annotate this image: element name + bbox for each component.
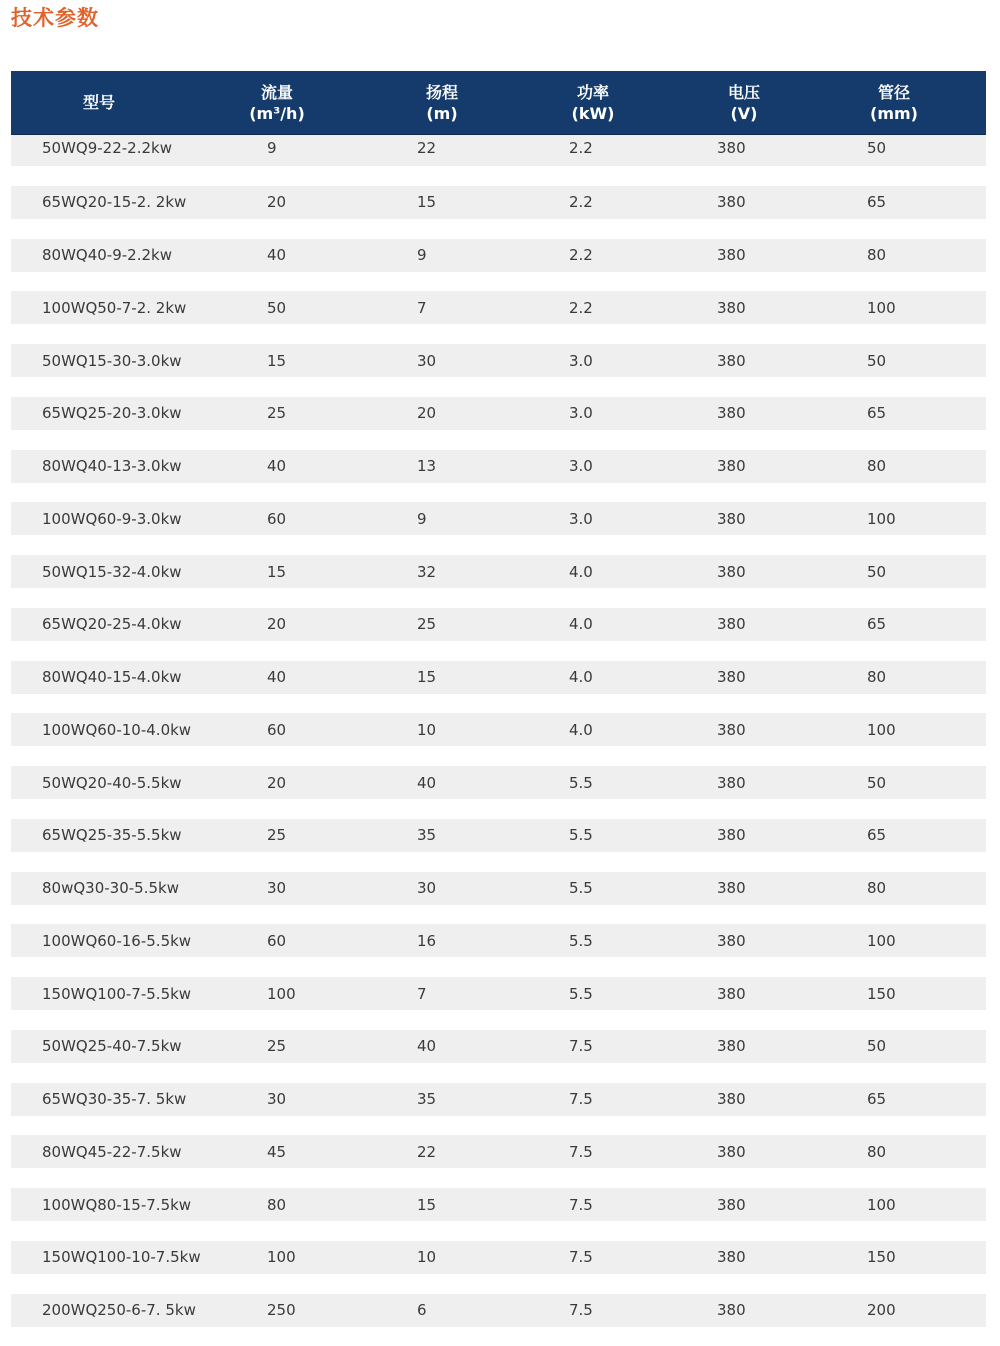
flow-cell: 30 xyxy=(267,879,287,897)
head-cell: 9 xyxy=(417,509,427,528)
spec-table xyxy=(11,71,986,1346)
diameter-cell: 150 xyxy=(867,1248,896,1267)
flow-cell: 30 xyxy=(267,1090,287,1108)
head-cell: 13 xyxy=(417,457,437,475)
power-cell: 7.5 xyxy=(569,1037,593,1056)
model-cell: 50WQ15-30-3.0kw xyxy=(42,351,182,370)
header-label: 扬程 xyxy=(425,82,458,102)
header-label: 流量 xyxy=(260,82,293,102)
power-cell: 7.5 xyxy=(569,1090,593,1108)
diameter-cell: 80 xyxy=(867,1142,887,1161)
header-unit: (mm) xyxy=(870,103,918,123)
table-row xyxy=(11,608,986,641)
table-row xyxy=(11,1241,986,1274)
flow-cell: 50 xyxy=(267,298,287,317)
flow-cell: 20 xyxy=(267,193,287,212)
voltage-cell: 380 xyxy=(717,1301,746,1319)
header-head xyxy=(367,82,517,124)
flow-cell: 60 xyxy=(267,720,287,739)
header-power xyxy=(517,82,669,124)
flow-cell: 25 xyxy=(267,826,287,845)
header-label: 功率 xyxy=(576,82,609,102)
header-unit: (kW) xyxy=(571,103,615,123)
table-row xyxy=(11,186,986,219)
flow-cell: 25 xyxy=(267,404,287,423)
header-unit: (m³/h) xyxy=(249,103,305,123)
head-cell: 15 xyxy=(417,193,437,212)
table-row xyxy=(11,1135,986,1168)
head-cell: 20 xyxy=(417,404,437,423)
voltage-cell: 380 xyxy=(717,879,746,897)
diameter-cell: 150 xyxy=(867,984,896,1003)
table-header xyxy=(11,71,986,135)
power-cell: 4.0 xyxy=(569,615,593,634)
head-cell: 22 xyxy=(417,139,437,157)
model-cell: 100WQ60-9-3.0kw xyxy=(42,509,182,528)
power-cell: 4.0 xyxy=(569,562,593,581)
table-row xyxy=(11,291,986,324)
voltage-cell: 380 xyxy=(717,931,746,950)
head-cell: 10 xyxy=(417,720,437,739)
table-row xyxy=(11,555,986,588)
table-body xyxy=(11,135,986,1327)
flow-cell: 40 xyxy=(267,246,287,264)
head-cell: 22 xyxy=(417,1142,437,1161)
diameter-cell: 100 xyxy=(867,298,896,317)
diameter-cell: 200 xyxy=(867,1301,896,1319)
voltage-cell: 380 xyxy=(717,1142,746,1161)
table-row xyxy=(11,977,986,1010)
flow-cell: 250 xyxy=(267,1301,296,1319)
table-row xyxy=(11,1294,986,1327)
power-cell: 7.5 xyxy=(569,1301,593,1319)
voltage-cell: 380 xyxy=(717,615,746,634)
model-cell: 100WQ50-7-2. 2kw xyxy=(42,298,187,317)
flow-cell: 15 xyxy=(267,562,287,581)
voltage-cell: 380 xyxy=(717,404,746,423)
model-cell: 80WQ40-13-3.0kw xyxy=(42,457,182,475)
power-cell: 7.5 xyxy=(569,1195,593,1214)
flow-cell: 9 xyxy=(267,139,277,157)
diameter-cell: 65 xyxy=(867,193,887,212)
table-row xyxy=(11,450,986,483)
head-cell: 30 xyxy=(417,351,437,370)
model-cell: 100WQ80-15-7.5kw xyxy=(42,1195,192,1214)
model-cell: 65WQ30-35-7. 5kw xyxy=(42,1090,187,1108)
model-cell: 50WQ25-40-7.5kw xyxy=(42,1037,182,1056)
table-row xyxy=(11,766,986,799)
power-cell: 2.2 xyxy=(569,298,593,317)
voltage-cell: 380 xyxy=(717,457,746,475)
flow-cell: 40 xyxy=(267,668,287,686)
power-cell: 7.5 xyxy=(569,1142,593,1161)
power-cell: 3.0 xyxy=(569,404,593,423)
header-model xyxy=(11,92,187,113)
voltage-cell: 380 xyxy=(717,193,746,212)
flow-cell: 15 xyxy=(267,351,287,370)
table-row xyxy=(11,239,986,272)
head-cell: 25 xyxy=(417,615,437,634)
head-cell: 15 xyxy=(417,1195,437,1214)
diameter-cell: 100 xyxy=(867,1195,896,1214)
head-cell: 35 xyxy=(417,826,437,845)
voltage-cell: 380 xyxy=(717,1037,746,1056)
model-cell: 65WQ20-15-2. 2kw xyxy=(42,193,187,212)
flow-cell: 100 xyxy=(267,1248,296,1267)
table-row xyxy=(11,397,986,430)
head-cell: 30 xyxy=(417,879,437,897)
table-row xyxy=(11,924,986,957)
head-cell: 40 xyxy=(417,773,437,792)
model-cell: 80WQ45-22-7.5kw xyxy=(42,1142,182,1161)
power-cell: 4.0 xyxy=(569,668,593,686)
header-unit: (V) xyxy=(730,103,758,123)
flow-cell: 20 xyxy=(267,615,287,634)
diameter-cell: 80 xyxy=(867,457,887,475)
voltage-cell: 380 xyxy=(717,1090,746,1108)
voltage-cell: 380 xyxy=(717,139,746,157)
table-row xyxy=(11,661,986,694)
power-cell: 2.2 xyxy=(569,193,593,212)
header-label: 管径 xyxy=(877,82,910,102)
model-cell: 50WQ20-40-5.5kw xyxy=(42,773,182,792)
power-cell: 5.5 xyxy=(569,773,593,792)
head-cell: 7 xyxy=(417,298,427,317)
voltage-cell: 380 xyxy=(717,1248,746,1267)
section-title: 技术参数 xyxy=(11,6,99,30)
power-cell: 3.0 xyxy=(569,457,593,475)
model-cell: 150WQ100-7-5.5kw xyxy=(42,984,192,1003)
diameter-cell: 100 xyxy=(867,931,896,950)
power-cell: 5.5 xyxy=(569,984,593,1003)
power-cell: 4.0 xyxy=(569,720,593,739)
diameter-cell: 100 xyxy=(867,720,896,739)
voltage-cell: 380 xyxy=(717,351,746,370)
model-cell: 50WQ9-22-2.2kw xyxy=(42,139,172,157)
model-cell: 65WQ25-20-3.0kw xyxy=(42,404,182,423)
voltage-cell: 380 xyxy=(717,562,746,581)
power-cell: 5.5 xyxy=(569,931,593,950)
table-row xyxy=(11,344,986,377)
power-cell: 2.2 xyxy=(569,139,593,157)
table-row xyxy=(11,819,986,852)
voltage-cell: 380 xyxy=(717,668,746,686)
head-cell: 7 xyxy=(417,984,427,1003)
header-label: 型号 xyxy=(82,93,115,112)
voltage-cell: 380 xyxy=(717,509,746,528)
model-cell: 150WQ100-10-7.5kw xyxy=(42,1248,201,1267)
power-cell: 3.0 xyxy=(569,509,593,528)
diameter-cell: 65 xyxy=(867,615,887,634)
diameter-cell: 100 xyxy=(867,509,896,528)
head-cell: 40 xyxy=(417,1037,437,1056)
header-flow xyxy=(187,82,367,124)
model-cell: 80wQ30-30-5.5kw xyxy=(42,879,179,897)
header-voltage xyxy=(669,82,819,124)
voltage-cell: 380 xyxy=(717,298,746,317)
power-cell: 5.5 xyxy=(569,826,593,845)
flow-cell: 100 xyxy=(267,984,296,1003)
diameter-cell: 65 xyxy=(867,1090,887,1108)
head-cell: 6 xyxy=(417,1301,427,1319)
model-cell: 100WQ60-16-5.5kw xyxy=(42,931,192,950)
table-row xyxy=(11,1083,986,1116)
model-cell: 65WQ20-25-4.0kw xyxy=(42,615,182,634)
head-cell: 10 xyxy=(417,1248,437,1267)
head-cell: 9 xyxy=(417,246,427,264)
header-unit: (m) xyxy=(426,103,458,123)
flow-cell: 40 xyxy=(267,457,287,475)
power-cell: 3.0 xyxy=(569,351,593,370)
model-cell: 80WQ40-9-2.2kw xyxy=(42,246,172,264)
flow-cell: 25 xyxy=(267,1037,287,1056)
diameter-cell: 50 xyxy=(867,1037,887,1056)
diameter-cell: 50 xyxy=(867,562,887,581)
flow-cell: 60 xyxy=(267,931,287,950)
flow-cell: 20 xyxy=(267,773,287,792)
voltage-cell: 380 xyxy=(717,773,746,792)
table-row xyxy=(11,872,986,905)
head-cell: 15 xyxy=(417,668,437,686)
voltage-cell: 380 xyxy=(717,246,746,264)
table-row xyxy=(11,135,986,166)
voltage-cell: 380 xyxy=(717,826,746,845)
flow-cell: 60 xyxy=(267,509,287,528)
head-cell: 32 xyxy=(417,562,437,581)
power-cell: 5.5 xyxy=(569,879,593,897)
diameter-cell: 65 xyxy=(867,826,887,845)
model-cell: 100WQ60-10-4.0kw xyxy=(42,720,192,739)
flow-cell: 45 xyxy=(267,1142,287,1161)
model-cell: 80WQ40-15-4.0kw xyxy=(42,668,182,686)
voltage-cell: 380 xyxy=(717,984,746,1003)
model-cell: 50WQ15-32-4.0kw xyxy=(42,562,182,581)
table-row xyxy=(11,502,986,535)
diameter-cell: 80 xyxy=(867,668,887,686)
power-cell: 2.2 xyxy=(569,246,593,264)
flow-cell: 80 xyxy=(267,1195,287,1214)
voltage-cell: 380 xyxy=(717,720,746,739)
head-cell: 35 xyxy=(417,1090,437,1108)
diameter-cell: 50 xyxy=(867,773,887,792)
power-cell: 7.5 xyxy=(569,1248,593,1267)
diameter-cell: 80 xyxy=(867,879,887,897)
diameter-cell: 65 xyxy=(867,404,887,423)
header-diameter xyxy=(819,82,969,124)
voltage-cell: 380 xyxy=(717,1195,746,1214)
header-label: 电压 xyxy=(727,82,760,102)
model-cell: 200WQ250-6-7. 5kw xyxy=(42,1301,196,1319)
diameter-cell: 50 xyxy=(867,351,887,370)
table-row xyxy=(11,1030,986,1063)
diameter-cell: 50 xyxy=(867,139,887,157)
table-row xyxy=(11,713,986,746)
diameter-cell: 80 xyxy=(867,246,887,264)
model-cell: 65WQ25-35-5.5kw xyxy=(42,826,182,845)
head-cell: 16 xyxy=(417,931,437,950)
table-row xyxy=(11,1188,986,1221)
